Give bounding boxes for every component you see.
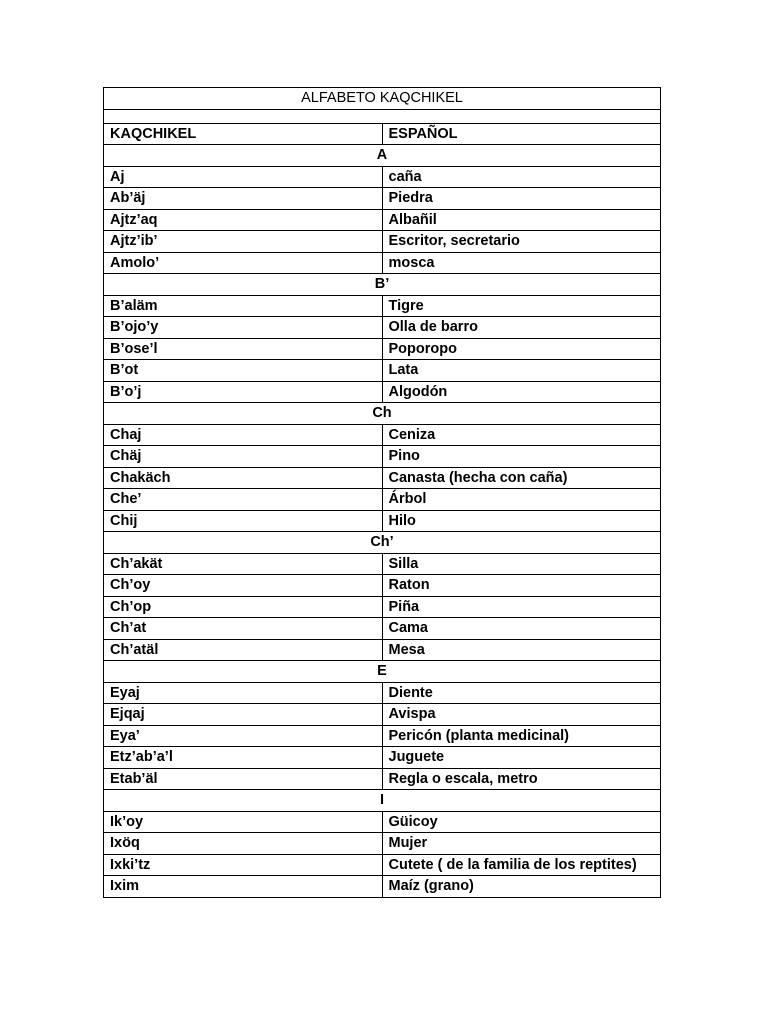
espanol-translation: Olla de barro <box>382 317 661 339</box>
kaqchikel-word: Ab’äj <box>104 188 383 210</box>
kaqchikel-word: Ajtz’aq <box>104 209 383 231</box>
table-row <box>104 381 661 403</box>
espanol-translation: Güicoy <box>382 811 661 833</box>
espanol-translation: Maíz (grano) <box>382 876 661 898</box>
table-row <box>104 338 661 360</box>
table-row <box>104 446 661 468</box>
letter-row <box>104 403 661 425</box>
espanol-translation: Pino <box>382 446 661 468</box>
kaqchikel-word: Chij <box>104 510 383 532</box>
table-row <box>104 596 661 618</box>
letter-row <box>104 532 661 554</box>
espanol-translation: Avispa <box>382 704 661 726</box>
kaqchikel-word: Ixki’tz <box>104 854 383 876</box>
espanol-translation: Silla <box>382 553 661 575</box>
table-row <box>104 639 661 661</box>
table-row <box>104 854 661 876</box>
kaqchikel-word: Aj <box>104 166 383 188</box>
espanol-translation: Escritor, secretario <box>382 231 661 253</box>
espanol-translation: Canasta (hecha con caña) <box>382 467 661 489</box>
espanol-translation: Mesa <box>382 639 661 661</box>
table-row <box>104 618 661 640</box>
table-body <box>104 88 661 898</box>
table-row <box>104 747 661 769</box>
kaqchikel-word: Che’ <box>104 489 383 511</box>
letter-row <box>104 661 661 683</box>
table-row <box>104 833 661 855</box>
kaqchikel-word: B’o’j <box>104 381 383 403</box>
table-row <box>104 682 661 704</box>
espanol-translation: Regla o escala, metro <box>382 768 661 790</box>
kaqchikel-word: Ch’op <box>104 596 383 618</box>
espanol-translation: Juguete <box>382 747 661 769</box>
kaqchikel-word: Chäj <box>104 446 383 468</box>
document-title: ALFABETO KAQCHIKEL <box>104 88 661 110</box>
espanol-translation: Cama <box>382 618 661 640</box>
letter-row <box>104 790 661 812</box>
letter-heading: A <box>104 145 661 167</box>
table-row <box>104 876 661 898</box>
letter-heading: Ch <box>104 403 661 425</box>
table-row <box>104 704 661 726</box>
kaqchikel-word: Ch’oy <box>104 575 383 597</box>
table-row <box>104 166 661 188</box>
espanol-translation: Tigre <box>382 295 661 317</box>
kaqchikel-word: Chaj <box>104 424 383 446</box>
espanol-translation: Diente <box>382 682 661 704</box>
table-row <box>104 553 661 575</box>
kaqchikel-word: Ajtz’ib’ <box>104 231 383 253</box>
letter-heading: E <box>104 661 661 683</box>
kaqchikel-word: Chakäch <box>104 467 383 489</box>
table-row <box>104 489 661 511</box>
espanol-translation: Raton <box>382 575 661 597</box>
kaqchikel-word: Ch’at <box>104 618 383 640</box>
column-header-row <box>104 123 661 145</box>
title-row <box>104 88 661 110</box>
espanol-translation: Algodón <box>382 381 661 403</box>
espanol-translation: Albañil <box>382 209 661 231</box>
table-row <box>104 510 661 532</box>
espanol-translation: mosca <box>382 252 661 274</box>
kaqchikel-word: Amolo’ <box>104 252 383 274</box>
espanol-translation: caña <box>382 166 661 188</box>
espanol-translation: Piña <box>382 596 661 618</box>
vocabulary-table <box>103 87 661 898</box>
kaqchikel-word: Ixim <box>104 876 383 898</box>
table-row <box>104 768 661 790</box>
espanol-translation: Mujer <box>382 833 661 855</box>
kaqchikel-word: Eyaj <box>104 682 383 704</box>
kaqchikel-word: Etab’äl <box>104 768 383 790</box>
table-row <box>104 209 661 231</box>
letter-heading: I <box>104 790 661 812</box>
kaqchikel-word: Ejqaj <box>104 704 383 726</box>
espanol-translation: Piedra <box>382 188 661 210</box>
kaqchikel-word: B’ojo’y <box>104 317 383 339</box>
kaqchikel-word: B’aläm <box>104 295 383 317</box>
table-row <box>104 295 661 317</box>
table-row <box>104 188 661 210</box>
letter-heading: B’ <box>104 274 661 296</box>
table-row <box>104 252 661 274</box>
column-header-espanol: ESPAÑOL <box>382 123 661 145</box>
spacer-row <box>104 109 661 123</box>
column-header-kaqchikel: KAQCHIKEL <box>104 123 383 145</box>
espanol-translation: Lata <box>382 360 661 382</box>
kaqchikel-word: Etz’ab’a’l <box>104 747 383 769</box>
spacer-cell <box>104 109 661 123</box>
table-row <box>104 575 661 597</box>
letter-heading: Ch’ <box>104 532 661 554</box>
kaqchikel-word: B’ose’l <box>104 338 383 360</box>
espanol-translation: Ceniza <box>382 424 661 446</box>
table-row <box>104 360 661 382</box>
kaqchikel-word: Eya’ <box>104 725 383 747</box>
letter-row <box>104 145 661 167</box>
table-row <box>104 231 661 253</box>
letter-row <box>104 274 661 296</box>
table-row <box>104 424 661 446</box>
table-row <box>104 725 661 747</box>
table-row <box>104 811 661 833</box>
kaqchikel-word: Ch’atäl <box>104 639 383 661</box>
kaqchikel-word: Ixöq <box>104 833 383 855</box>
kaqchikel-word: B’ot <box>104 360 383 382</box>
table-row <box>104 317 661 339</box>
espanol-translation: Pericón (planta medicinal) <box>382 725 661 747</box>
espanol-translation: Poporopo <box>382 338 661 360</box>
espanol-translation: Hilo <box>382 510 661 532</box>
espanol-translation: Árbol <box>382 489 661 511</box>
kaqchikel-word: Ik’oy <box>104 811 383 833</box>
table-row <box>104 467 661 489</box>
kaqchikel-word: Ch’akät <box>104 553 383 575</box>
espanol-translation: Cutete ( de la familia de los reptites) <box>382 854 661 876</box>
